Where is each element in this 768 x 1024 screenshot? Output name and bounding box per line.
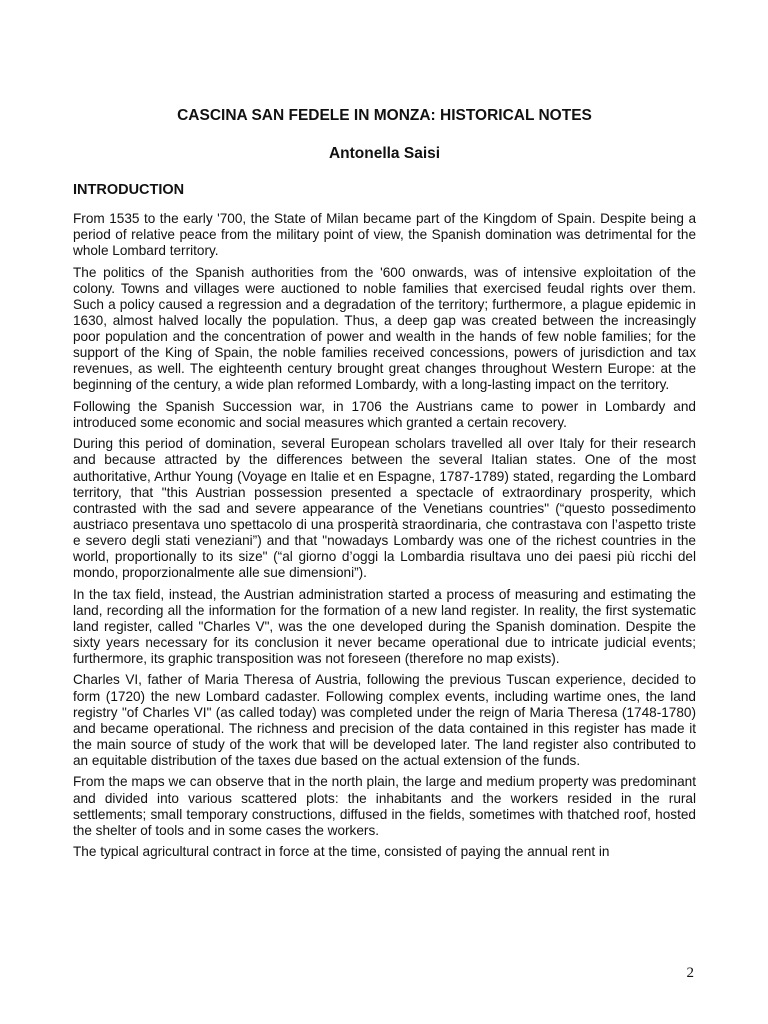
document-body — [73, 211, 696, 860]
document-title: CASCINA SAN FEDELE IN MONZA: HISTORICAL NOTES — [177, 107, 592, 124]
paragraph: The typical agricultural contract in force at the time, consisted of paying the annual rent in — [73, 844, 610, 860]
document-page — [73, 104, 696, 866]
paragraph: During this period of domination, several European scholars travelled all over Italy for their research and because attracted by the differences between the several Italian states. One of the most authoritative, Arthur Young (Voyage en Italie et en Espagne, 1787-1789) stated, regarding the Lombard territory, that "this Austrian possession presented a spectacle of extraordinary prosperity, which contrasted with the sad and severe appearance of the Venetians countries" (“questo possedimento austriaco presentava uno spettacolo di una prosperità straordinaria, che contrastava con l’aspetto triste e severo degli stati veneziani”) and that "nowadays Lombardy was one of the richest countries in the world, proportionally to its size" (“al giorno d’oggi la Lombardia risultava uno dei paesi più ricchi del mondo, proporzionalmente alle sue dimensioni”). — [73, 436, 696, 581]
document-author: Antonella Saisi — [328, 145, 441, 162]
paragraph: Following the Spanish Succession war, in 1706 the Austrians came to power in Lombardy and introduced some economic and social measures which granted a certain recovery. — [73, 398, 696, 430]
paragraph: The politics of the Spanish authorities from the '600 onwards, was of intensive exploitation of the colony. Towns and villages were auctioned to noble families that exercised feudal rights over them. Such a policy caused a regression and a degradation of the territory; furthermore, a plague epidemic in 1630, almost halved locally the population. Thus, a deep gap was created between the increasingly poor population and the concentration of power and wealth in the hands of few noble families; for the support of the King of Spain, the noble families received concessions, powers of jurisdiction and tax revenues, as well. The eighteenth century brought great changes throughout Western Europe: at the beginning of the century, a wide plan reformed Lombardy, with a long-lasting impact on the territory. — [73, 264, 696, 393]
page-number: 2 — [686, 965, 694, 981]
paragraph: From 1535 to the early '700, the State of Milan became part of the Kingdom of Spain. Despite being a period of relative peace from the military point of view, the Spanish domination was detrimental for the whole Lombard territory. — [73, 211, 696, 259]
paragraph: In the tax field, instead, the Austrian administration started a process of measuring and estimating the land, recording all the information for the formation of a new land register. In reality, the first systematic land register, called "Charles V", was the one developed during the Spanish domination. Despite the sixty years necessary for its conclusion it never became operational due to intricate judicial events; furthermore, its graphic transposition was not foreseen (therefore no map exists). — [73, 586, 696, 666]
paragraph: Charles VI, father of Maria Theresa of Austria, following the previous Tuscan experience, decided to form (1720) the new Lombard cadaster. Following complex events, including wartime ones, the land registry "of Charles VI" (as called today) was completed under the reign of Maria Theresa (1748-1780) and became operational. The richness and precision of the data contained in this register has made it the main source of study of the work that will be developed later. The land register also contributed to an equitable distribution of the taxes due based on the actual extension of the funds. — [73, 672, 696, 768]
section-heading: INTRODUCTION — [73, 182, 185, 198]
paragraph: From the maps we can observe that in the north plain, the large and medium property was predominant and divided into various scattered plots: the inhabitants and the workers resided in the rural settlements; small temporary constructions, diffused in the fields, sometimes with thatched roof, hosted the shelter of tools and in some cases the workers. — [73, 774, 696, 838]
